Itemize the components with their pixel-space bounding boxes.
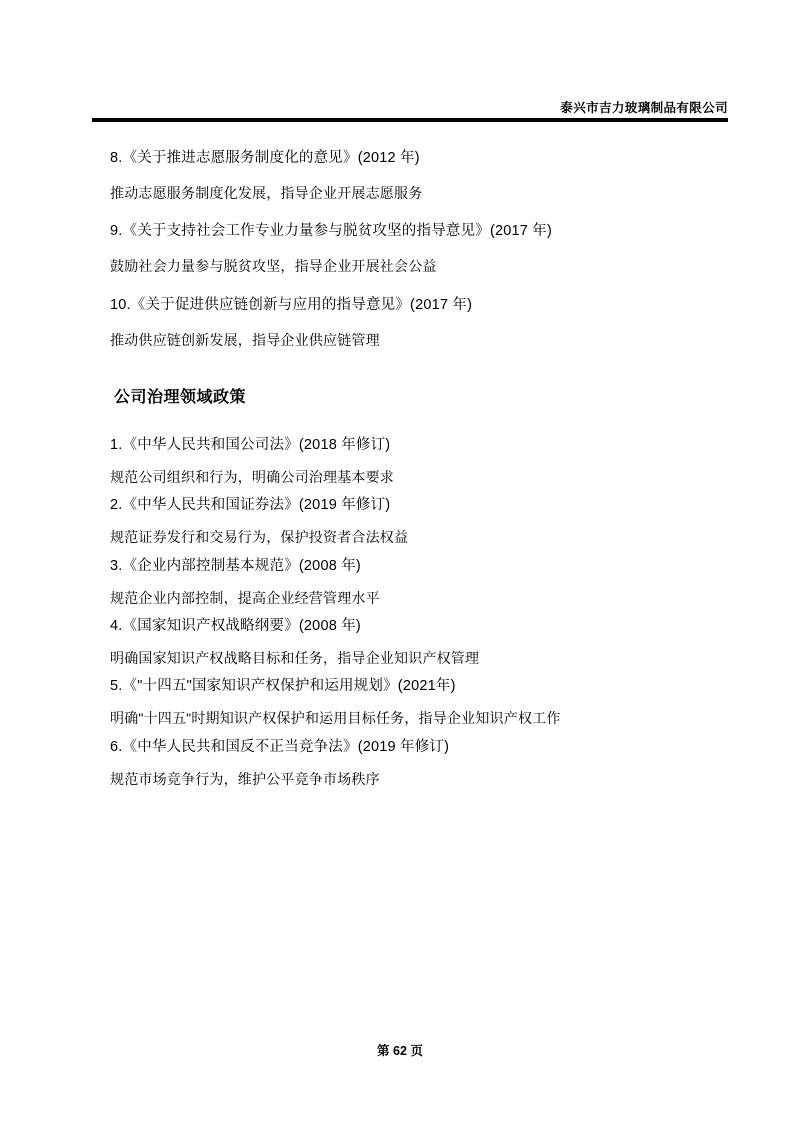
policy-title: 2.《中华人民共和国证券法》(2019 年修订) (110, 497, 391, 514)
policy-description: 推动志愿服务制度化发展，指导企业开展志愿服务 (110, 185, 423, 202)
footer-page-number: 62 (393, 1044, 407, 1058)
list-item (100, 295, 722, 350)
policy-title: 8.《关于推进志愿服务制度化的意见》(2012 年) (110, 150, 420, 166)
policy-title: 10.《关于促进供应链创新与应用的指导意见》(2017 年) (110, 296, 473, 313)
policy-description: 鼓励社会力量参与脱贫攻坚，指导企业开展社会公益 (110, 258, 437, 275)
policy-description: 规范市场竞争行为，维护公平竞争市场秩序 (110, 770, 380, 787)
policy-title: 1.《中华人民共和国公司法》(2018 年修订) (110, 436, 391, 453)
page-footer (0, 1041, 800, 1059)
page-header (92, 98, 728, 117)
policy-title: 5.《"十四五"国家知识产权保护和运用规划》(2021年) (110, 678, 456, 695)
policy-title: 3.《企业内部控制基本规范》(2008 年) (110, 557, 361, 574)
list-item (100, 737, 722, 789)
policy-title: 6.《中华人民共和国反不正当竞争法》(2019 年修订) (110, 738, 450, 755)
policy-description: 推动供应链创新发展，指导企业供应链管理 (110, 331, 380, 348)
list-item (100, 495, 722, 547)
policy-title: 9.《关于支持社会工作专业力量参与脱贫攻坚的指导意见》(2017 年) (110, 223, 553, 240)
policy-description: 规范证券发行和交易行为，保护投资者合法权益 (110, 529, 409, 546)
policy-list-top (100, 148, 722, 350)
policy-title: 4.《国家知识产权战略纲要》(2008 年) (110, 617, 361, 634)
footer-prefix: 第 (377, 1044, 390, 1058)
policy-description: 明确国家知识产权战略目标和任务，指导企业知识产权管理 (110, 649, 480, 666)
policy-description: 规范企业内部控制，提高企业经营管理水平 (110, 589, 380, 606)
list-item (100, 221, 722, 276)
list-item (100, 556, 722, 608)
policy-description: 明确"十四五"时期知识产权保护和运用目标任务，指导企业知识产权工作 (110, 710, 561, 727)
header-company-name: 泰兴市吉力玻璃制品有限公司 (560, 101, 728, 115)
list-item (100, 435, 722, 487)
list-item (100, 616, 722, 668)
header-divider (92, 118, 728, 122)
list-item (100, 148, 722, 203)
section-heading: 公司治理领域政策 (114, 388, 247, 406)
footer-suffix: 页 (410, 1044, 423, 1058)
policy-description: 规范公司组织和行为，明确公司治理基本要求 (110, 468, 394, 485)
policy-list-governance (100, 435, 722, 789)
list-item (100, 676, 722, 728)
page-content (100, 148, 722, 797)
